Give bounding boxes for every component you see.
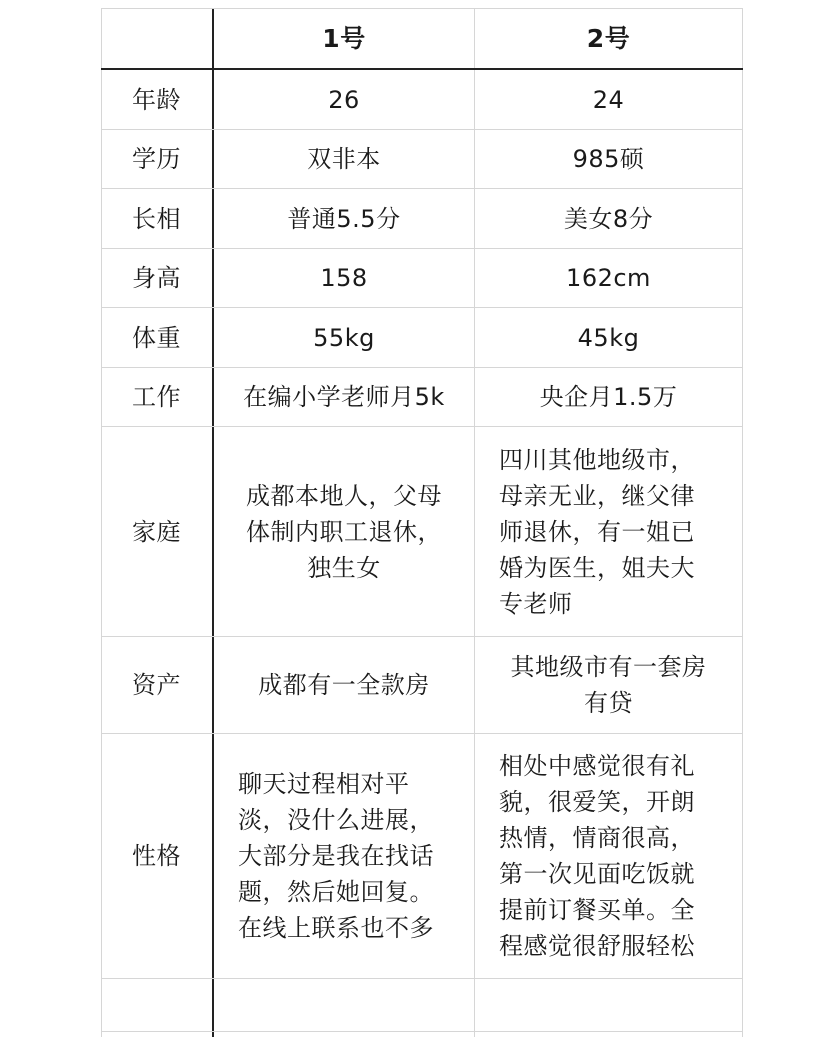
cell-2-assets: 其地级市有一套房 有贷: [510, 653, 707, 717]
row-label-age: 年龄: [132, 85, 181, 114]
cell-1-job: 在编小学老师月5k: [243, 383, 445, 411]
header-cell-1: 1号: [322, 23, 366, 53]
cell-2-age: 24: [592, 85, 625, 114]
cell-2-education: 985硕: [572, 145, 645, 173]
grid-line: [101, 1031, 743, 1032]
cell-1-looks: 普通5.5分: [287, 204, 401, 233]
cell-2-personality: 相处中感觉很有礼 貌，很爱笑，开朗 热情，情商很高， 第一次见面吃饭就 提前订餐买单。全 程感觉很舒服轻松: [499, 752, 695, 960]
header-cell-2: 2号: [586, 23, 631, 53]
row-label-job: 工作: [132, 383, 181, 411]
cell-2-weight: 45kg: [577, 323, 640, 352]
cell-1-personality: 聊天过程相对平 淡，没什么进展， 大部分是我在找话 题，然后她回复。 在线上联系也不多: [238, 770, 434, 942]
header-cell-corner: [101, 9, 212, 68]
cell-1-weight: 55kg: [313, 323, 375, 352]
cell-2-height: 162cm: [566, 264, 651, 292]
row-label-family: 家庭: [132, 517, 181, 546]
row-label-weight: 体重: [132, 323, 181, 352]
cell-1-family: 成都本地人，父母 体制内职工退休， 独生女: [246, 481, 442, 582]
row-label-education: 学历: [132, 145, 181, 173]
cell-1-assets: 成都有一全款房: [258, 671, 430, 699]
cell-1-height: 158: [320, 264, 368, 292]
row-label-personality: 性格: [132, 842, 181, 870]
cell-2-looks: 美女8分: [563, 204, 654, 233]
row-label-looks: 长相: [132, 204, 181, 233]
cell-2-job: 央企月1.5万: [539, 383, 678, 411]
cell-2-family: 四川其他地级市， 母亲无业，继父律 师退休，有一姐已 婚为医生，姐夫大 专老师: [499, 445, 695, 618]
row-label-height: 身高: [132, 264, 181, 292]
row-label-assets: 资产: [132, 671, 181, 699]
cell-1-empty: [214, 979, 474, 1031]
cell-1-age: 26: [328, 85, 360, 114]
grid-line: [742, 8, 743, 1037]
row-label-empty: [101, 979, 212, 1031]
cell-1-education: 双非本: [307, 145, 381, 173]
cell-2-empty: [475, 979, 742, 1031]
